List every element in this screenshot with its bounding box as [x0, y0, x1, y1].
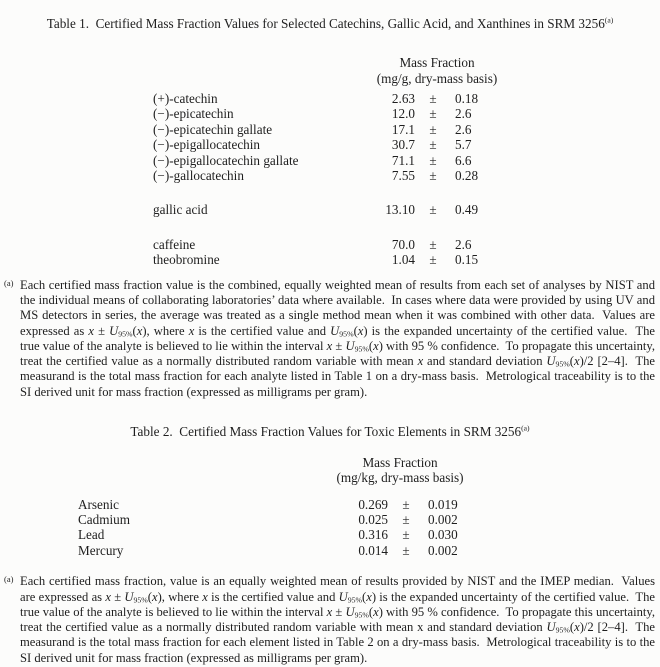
table2-header-line1: Mass Fraction — [362, 454, 438, 470]
value-cell: 0.025 — [358, 512, 388, 528]
footnote-text: Each certified mass fraction value is the combined, equally weighted mean of results from each set of analyses by NIST and the individual means of collaborating laboratories’ data where available. In cases where data were provided by using UV and MS detectors in series, the average was treated as a single method mean when it was combined with other data. Values are expressed as $x \pm U_{95\%}(x)$, where x is the certified value and $U_{95\%}(x)$ is the expanded uncertainty of the certified value. The true value of the analyte is believed to lie within the interval $x \pm U_{95\%}(x)$ with 95 % confidence. To propagate this uncertainty, treat the certified value as a normally distributed random variable with mean x and standard deviation $U_{95\%}(x)/2$ [2–4]. The measurand is the total mass fraction for each analyte listed in Table 1 on a dry-mass basis. Metrological traceability is to the SI derived unit for mass fraction (expressed as milligrams per gram). — [20, 277, 656, 399]
table-row — [153, 237, 660, 252]
table-row — [78, 497, 660, 512]
value-cell: 13.10 — [385, 202, 415, 218]
value-cell: 71.1 — [391, 152, 415, 168]
analyte-label: gallic acid — [153, 202, 208, 218]
footnote-marker: (a) — [4, 574, 14, 585]
plus-minus: ± — [429, 106, 437, 122]
element-label: Cadmium — [78, 512, 131, 528]
plus-minus: ± — [429, 91, 437, 106]
uncertainty-cell: 0.49 — [455, 202, 479, 218]
value-cell: 0.316 — [358, 527, 388, 543]
uncertainty-cell: 0.030 — [428, 527, 458, 543]
table1-header-line2: (mg/g, dry-mass basis) — [376, 70, 498, 86]
uncertainty-cell: 2.6 — [455, 236, 472, 252]
footnote-text: Each certified mass fraction, value is an equally weighted mean of results provided by NIST and the IMEP median. Values are expressed as $x \pm U_{95\%}(x)$, where x is the certified value and $U_{95\%}(x)$ is the expanded uncertainty of the certified value. The true value of the analyte is believed to lie within the interval $x \pm U_{95\%}(x)$ with 95 % confidence. To propagate this uncertainty, treat the certified value as a normally distributed random variable with mean x and standard deviation $U_{95\%}(x)/2$ [2–4]. The measurand is the total mass fraction for each element listed in Table 2 on a dry-mass basis. Metrological traceability is to the SI derived unit for mass fraction (expressed as milligrams per gram). — [20, 574, 656, 665]
plus-minus: ± — [429, 168, 437, 184]
table-row — [153, 91, 660, 106]
uncertainty-cell: 0.019 — [428, 496, 458, 512]
analyte-label: (−)-epigallocatechin gallate — [153, 152, 299, 168]
uncertainty-cell: 0.002 — [428, 542, 458, 558]
table2-title-text: Table 2. Certified Mass Fraction Values for Toxic Elements in SRM 3256 — [130, 423, 522, 439]
value-cell: 70.0 — [391, 236, 415, 252]
table-row — [153, 106, 660, 121]
table-row — [153, 202, 660, 217]
value-cell: 2.63 — [391, 91, 415, 106]
value-cell: 17.1 — [391, 121, 415, 137]
table2 — [0, 497, 660, 559]
analyte-label: (−)-epicatechin — [153, 106, 234, 122]
table-row — [78, 512, 660, 527]
uncertainty-cell: 2.6 — [455, 106, 472, 122]
table1-footnote — [3, 278, 655, 408]
table-row — [153, 122, 660, 137]
table-row — [153, 168, 660, 183]
analyte-label: theobromine — [153, 252, 220, 268]
footnote-marker: (a) — [4, 277, 14, 288]
analyte-label: (+)-catechin — [153, 91, 218, 106]
uncertainty-cell: 5.7 — [455, 137, 472, 153]
uncertainty-cell: 0.18 — [455, 91, 479, 106]
uncertainty-cell: 6.6 — [455, 152, 472, 168]
analyte-label: (−)-epicatechin gallate — [153, 121, 273, 137]
uncertainty-cell: 0.28 — [455, 168, 479, 184]
plus-minus: ± — [429, 137, 437, 153]
value-cell: 30.7 — [391, 137, 415, 153]
uncertainty-cell: 0.15 — [455, 252, 479, 268]
analyte-label: (−)-epigallocatechin — [153, 137, 261, 153]
plus-minus: ± — [402, 527, 410, 543]
table-row — [78, 527, 660, 542]
table-row — [153, 153, 660, 168]
table2-header-line2: (mg/kg, dry-mass basis) — [336, 470, 464, 486]
value-cell: 12.0 — [391, 106, 415, 122]
plus-minus: ± — [429, 121, 437, 137]
element-label: Mercury — [78, 542, 124, 558]
element-label: Arsenic — [78, 496, 120, 512]
analyte-label: caffeine — [153, 236, 196, 252]
plus-minus: ± — [402, 512, 410, 528]
table-row — [153, 252, 660, 267]
value-cell: 7.55 — [391, 168, 415, 184]
plus-minus: ± — [429, 252, 437, 268]
table2-title-footnote-ref: (a) — [521, 423, 530, 433]
uncertainty-cell: 0.002 — [428, 512, 458, 528]
element-label: Lead — [78, 527, 105, 543]
table2-column-header — [280, 455, 520, 486]
table1-header-line1: Mass Fraction — [399, 55, 475, 70]
table1-title — [0, 16, 660, 31]
plus-minus: ± — [402, 542, 410, 558]
value-cell: 1.04 — [391, 252, 415, 268]
plus-minus: ± — [402, 496, 410, 512]
table1-column-header — [317, 55, 557, 86]
value-cell: 0.014 — [358, 542, 388, 558]
uncertainty-cell: 2.6 — [455, 121, 472, 137]
table1-title-text: Table 1. Certified Mass Fraction Values for Selected Catechins, Gallic Acid, and Xanthines in SRM 3256 — [46, 16, 605, 31]
plus-minus: ± — [429, 236, 437, 252]
analyte-label: (−)-gallocatechin — [153, 168, 244, 184]
plus-minus: ± — [429, 202, 437, 218]
table-row — [153, 137, 660, 152]
value-cell: 0.269 — [358, 496, 388, 512]
plus-minus: ± — [429, 152, 437, 168]
table1 — [0, 91, 660, 268]
table2-title — [0, 424, 660, 439]
table2-footnote — [3, 574, 655, 666]
table-row — [78, 543, 660, 558]
table1-title-footnote-ref: (a) — [604, 15, 614, 25]
